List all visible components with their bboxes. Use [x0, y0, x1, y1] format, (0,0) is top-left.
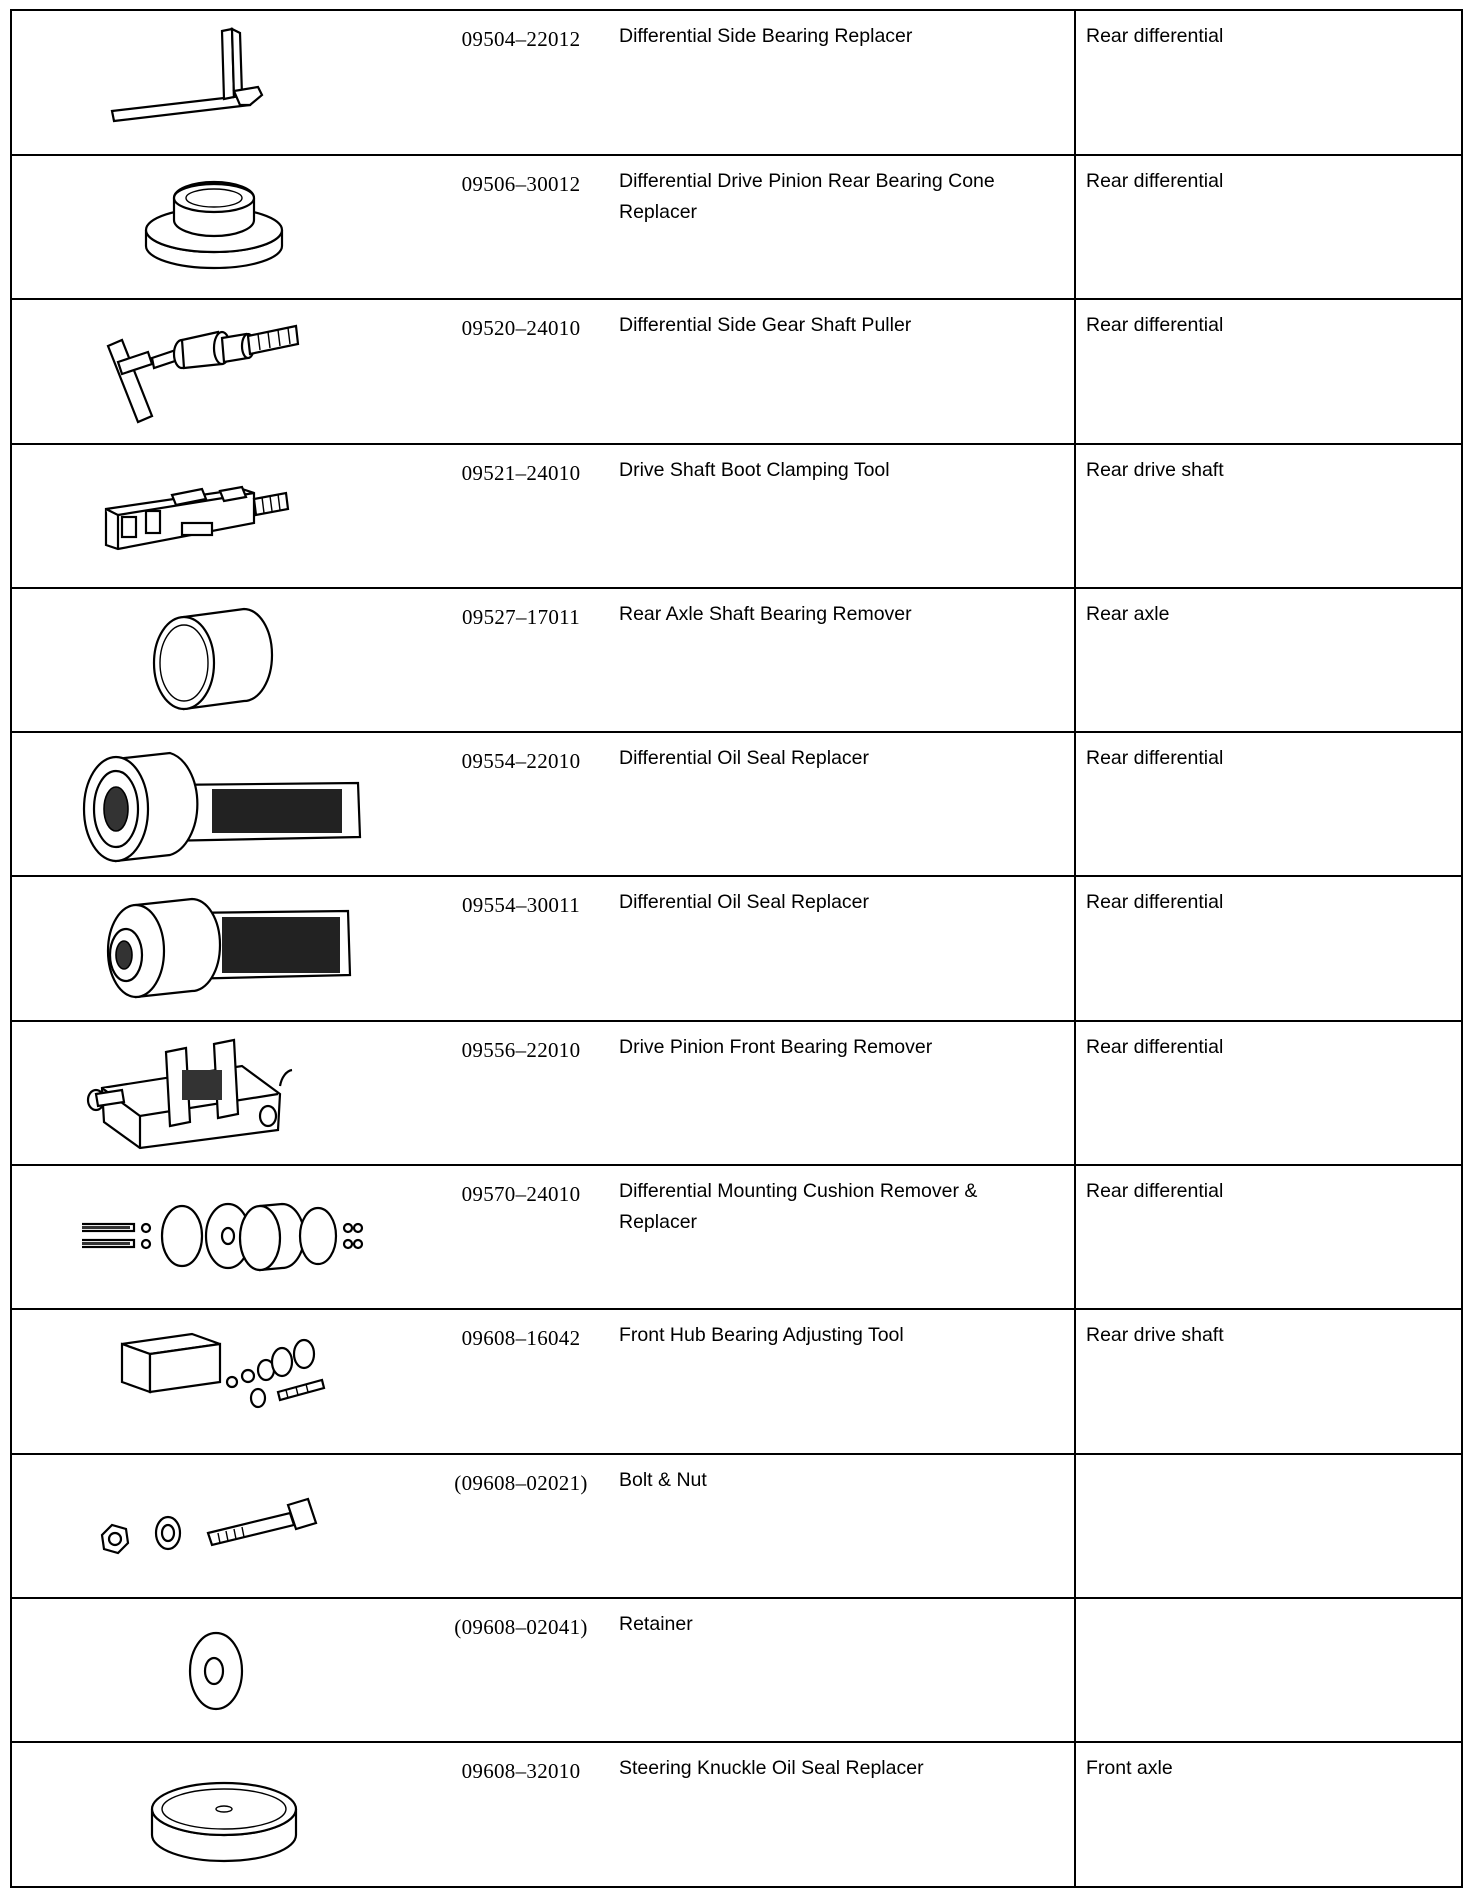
table-row: [12, 298, 1461, 442]
table-row: [12, 443, 1461, 587]
tool-name: Rear Axle Shaft Bearing Remover: [619, 602, 912, 625]
part-number: 09554–30011: [461, 893, 581, 918]
tool-name: Differential Drive Pinion Rear Bearing Cone Replacer: [619, 170, 995, 223]
tool-use: Rear differential: [1074, 877, 1461, 1019]
table-row: [12, 1597, 1461, 1741]
bolt-nut-icon: [82, 1463, 382, 1591]
part-number: 09521–24010: [461, 460, 581, 485]
part-number: (09608–02041): [454, 1614, 588, 1639]
tool-name: Differential Oil Seal Replacer: [619, 747, 870, 770]
tool-name: Differential Mounting Cushion Remover & Replacer: [619, 1180, 978, 1234]
part-number: 09556–22010: [461, 1037, 581, 1062]
tool-use: Rear differential: [1074, 1022, 1461, 1164]
cushion-tool-set-icon: [82, 1174, 382, 1302]
part-number: 09554–22010: [461, 749, 581, 774]
part-number: (09608–02021): [454, 1470, 588, 1495]
tool-use: [1074, 1455, 1461, 1597]
l-shaped-bar-icon: [82, 19, 382, 147]
tool-name: Steering Knuckle Oil Seal Replacer: [619, 1757, 924, 1780]
seal-replacer-handle-icon: [82, 885, 382, 1013]
hub-tool-set-icon: [82, 1318, 382, 1446]
table-row: [12, 875, 1461, 1019]
tool-name: Front Hub Bearing Adjusting Tool: [619, 1324, 904, 1347]
tool-use: Rear differential: [1074, 733, 1461, 875]
table-row: [12, 1020, 1461, 1164]
part-number: 09570–24010: [461, 1182, 581, 1207]
tool-use: Rear axle: [1074, 589, 1461, 731]
tool-use: Rear differential: [1074, 156, 1461, 298]
part-number: 09608–16042: [461, 1326, 581, 1351]
part-number: 09504–22012: [461, 27, 581, 51]
cup-remover-icon: [82, 597, 382, 725]
slide-puller-icon: [82, 308, 382, 436]
tool-name: Differential Oil Seal Replacer: [619, 891, 870, 914]
part-number: 09520–24010: [461, 316, 581, 341]
bearing-separator-icon: [82, 1030, 382, 1158]
table-row: [12, 731, 1461, 875]
tool-name: Bolt & Nut: [619, 1468, 707, 1491]
table-row: [12, 154, 1461, 298]
tool-use: Front axle: [1074, 1743, 1461, 1885]
tool-use: Rear differential: [1074, 1166, 1461, 1308]
tool-name: Drive Pinion Front Bearing Remover: [619, 1035, 933, 1058]
tool-name: Differential Side Bearing Replacer: [619, 25, 913, 47]
tool-name: Retainer: [619, 1612, 693, 1635]
table-row: [12, 1741, 1461, 1885]
part-number: 09527–17011: [461, 604, 581, 629]
part-number: 09506–30012: [461, 172, 581, 196]
table-row: [12, 1308, 1461, 1452]
clamping-tool-icon: [82, 453, 382, 581]
tool-name: Drive Shaft Boot Clamping Tool: [619, 458, 890, 481]
tool-use: Rear drive shaft: [1074, 1310, 1461, 1452]
special-service-tools-table: [10, 9, 1463, 1888]
tool-use: Rear differential: [1074, 11, 1461, 154]
disc-replacer-icon: [82, 1751, 382, 1879]
washer-icon: [82, 1607, 382, 1735]
table-row: [12, 1164, 1461, 1308]
table-row: [12, 11, 1461, 154]
part-number: 09608–32010: [461, 1759, 581, 1784]
table-row: [12, 587, 1461, 731]
tool-use: Rear drive shaft: [1074, 445, 1461, 587]
tool-use: Rear differential: [1074, 300, 1461, 442]
ring-replacer-icon: [82, 164, 382, 292]
table-row: [12, 1453, 1461, 1597]
tool-use: [1074, 1599, 1461, 1741]
tool-name: Differential Side Gear Shaft Puller: [619, 314, 912, 337]
seal-replacer-handle-icon: [82, 741, 382, 869]
